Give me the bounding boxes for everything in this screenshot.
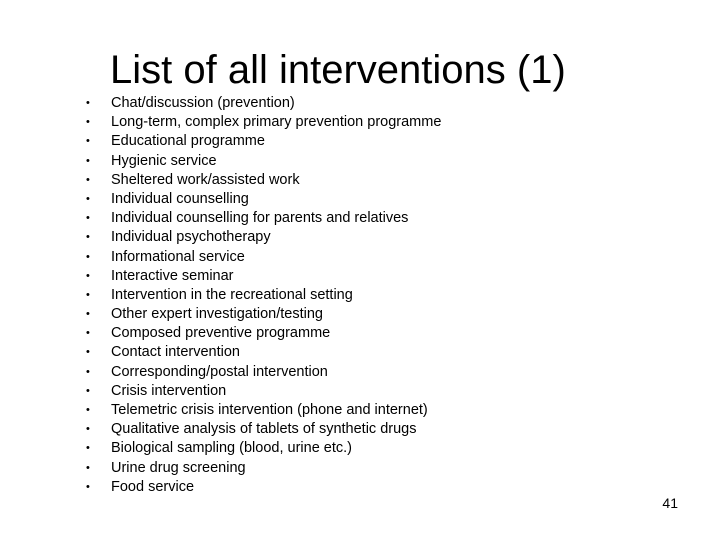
- bullet-icon: •: [86, 327, 90, 340]
- list-item: [80, 459, 600, 478]
- list-item: [80, 190, 600, 209]
- bullet-icon: •: [86, 192, 90, 205]
- list-item: [80, 132, 600, 151]
- list-item: [80, 171, 600, 190]
- list-item: [80, 382, 600, 401]
- list-item-text: Telemetric crisis intervention (phone and internet): [111, 402, 428, 418]
- bullet-icon: •: [86, 212, 90, 225]
- list-item-text: Biological sampling (blood, urine etc.): [111, 440, 352, 457]
- page-number: 41: [662, 495, 678, 511]
- list-item: [80, 113, 600, 132]
- list-item-text: Hygienic service: [111, 152, 217, 169]
- bullet-icon: •: [86, 250, 90, 263]
- intervention-list: [80, 94, 600, 497]
- list-item-text: Long-term, complex primary prevention programme: [111, 114, 442, 131]
- list-item-text: Individual counselling for parents and relatives: [111, 210, 409, 227]
- list-item: [80, 267, 600, 286]
- list-item-text: Sheltered work/assisted work: [111, 171, 300, 188]
- list-item: [80, 439, 600, 458]
- list-item-text: Corresponding/postal intervention: [111, 363, 328, 380]
- list-item-text: Other expert investigation/testing: [111, 306, 323, 323]
- list-item: [80, 286, 600, 305]
- slide-title: List of all interventions (1): [110, 48, 566, 92]
- list-item-text: Crisis intervention: [111, 382, 227, 399]
- list-item: [80, 420, 600, 439]
- bullet-icon: •: [86, 365, 90, 378]
- list-item-text: Contact intervention: [111, 344, 240, 361]
- bullet-icon: •: [86, 154, 90, 167]
- list-item: [80, 324, 600, 343]
- list-item-text: Composed preventive programme: [111, 325, 331, 342]
- list-item: [80, 209, 600, 228]
- bullet-icon: •: [86, 404, 90, 416]
- list-item: [80, 478, 600, 497]
- bullet-icon: •: [86, 461, 90, 474]
- list-item: [80, 152, 600, 171]
- list-item-text: Individual counselling: [111, 190, 249, 207]
- list-item-text: Chat/discussion (prevention): [111, 95, 295, 111]
- list-item-text: Intervention in the recreational setting: [111, 286, 353, 303]
- bullet-icon: •: [86, 480, 90, 493]
- bullet-icon: •: [86, 384, 90, 397]
- bullet-icon: •: [86, 346, 90, 359]
- bullet-icon: •: [86, 116, 90, 129]
- bullet-icon: •: [86, 135, 90, 148]
- list-item: [80, 401, 600, 420]
- bullet-icon: •: [86, 173, 90, 186]
- bullet-icon: •: [86, 288, 90, 301]
- list-item: [80, 363, 600, 382]
- bullet-icon: •: [86, 423, 90, 436]
- bullet-icon: •: [86, 308, 90, 321]
- list-item: [80, 248, 600, 267]
- bullet-icon: •: [86, 231, 90, 244]
- list-item: [80, 228, 600, 247]
- list-item-text: Informational service: [111, 248, 245, 265]
- list-item-text: Qualitative analysis of tablets of synthetic drugs: [111, 421, 417, 438]
- bullet-icon: •: [86, 97, 90, 109]
- list-item-text: Urine drug screening: [111, 459, 246, 476]
- list-item-text: Educational programme: [111, 133, 265, 150]
- list-item: [80, 343, 600, 362]
- list-item-text: Interactive seminar: [111, 267, 234, 284]
- list-item: [80, 305, 600, 324]
- bullet-icon: •: [86, 442, 90, 455]
- list-item-text: Individual psychotherapy: [111, 229, 271, 246]
- bullet-icon: •: [86, 269, 90, 282]
- list-item-text: Food service: [111, 478, 195, 495]
- list-item: [80, 94, 600, 113]
